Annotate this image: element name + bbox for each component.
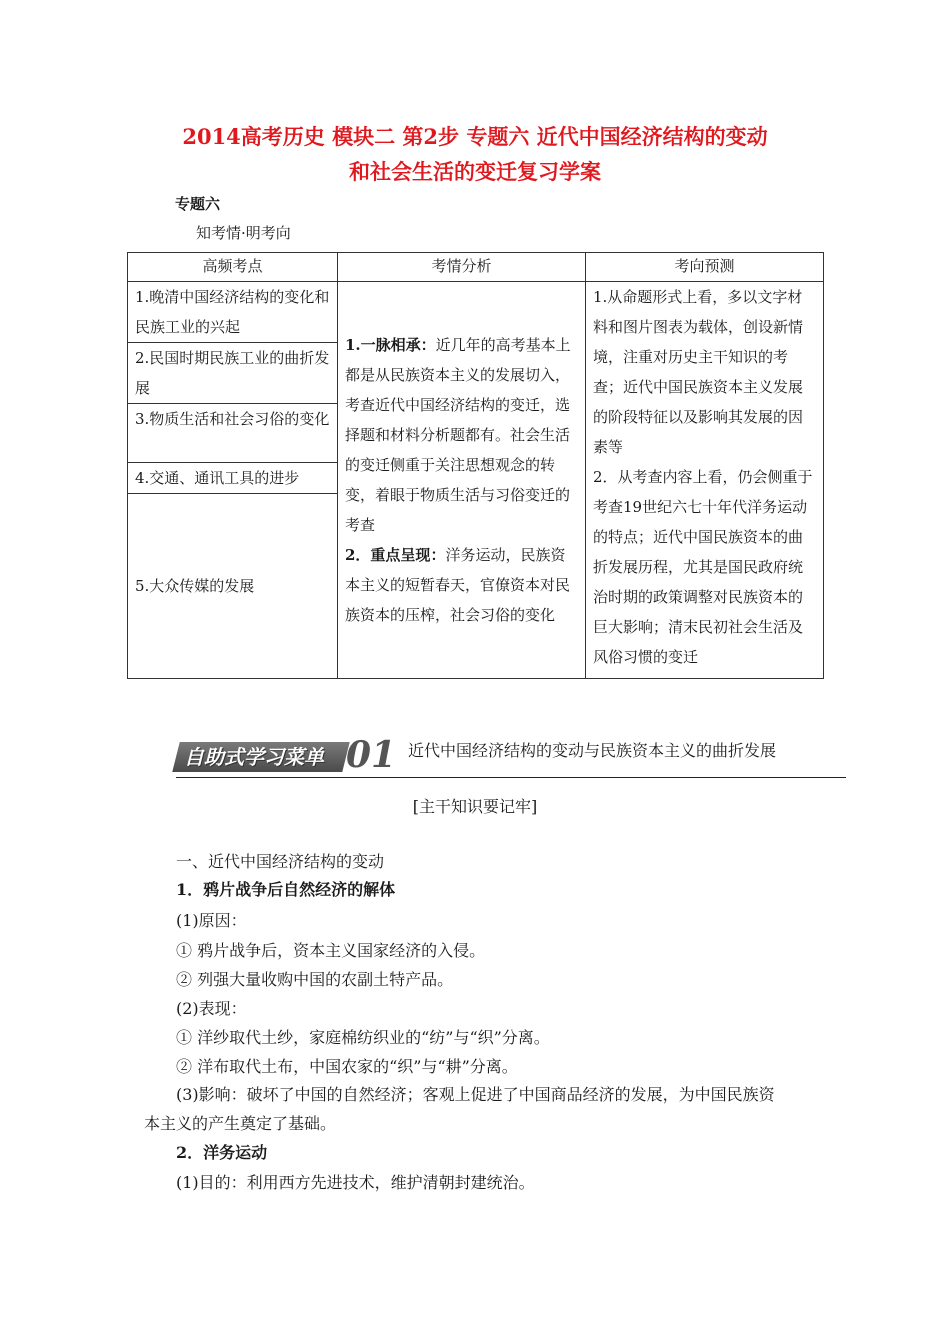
table-header-row	[128, 253, 824, 282]
section-label: 专题六	[175, 195, 221, 213]
table-header-analysis: 考情分析	[338, 253, 586, 282]
topic-cell: 3.物质生活和社会习俗的变化	[128, 404, 338, 463]
topic-cell: 5.大众传媒的发展	[128, 494, 338, 679]
content-line: 本主义的产生奠定了基础。	[144, 1114, 337, 1133]
content-line: (1)原因：	[176, 911, 247, 930]
forecast-text: 1.从命题形式上看，多以文字材料和图片图表为载体，创设新情境，注重对历史主干知识的考查；近代中国民族资本主义发展的阶段特征以及影响其发展的因素等	[593, 288, 804, 456]
topic-cell: 1.晚清中国经济结构的变化和民族工业的兴起	[128, 282, 338, 343]
banner-number: 01	[346, 734, 397, 776]
table-header-topics: 高频考点	[128, 253, 338, 282]
forecast-text: 2．从考查内容上看，仍会侧重于考查19世纪六七十年代洋务运动的特点；近代中国民族资本的曲折发展历程，尤其是国民政府统治时期的政策调整对民族资本的巨大影响；清末民初社会生活及风俗习惯的变迁	[593, 468, 813, 666]
content-line: 1．鸦片战争后自然经济的解体	[176, 880, 396, 899]
content-line: (3)影响：破坏了中国的自然经济；客观上促进了中国商品经济的发展，为中国民族资	[176, 1085, 775, 1104]
forecast-cell	[586, 282, 824, 679]
table-header-forecast: 考向预测	[586, 253, 824, 282]
exam-analysis-table	[127, 252, 824, 679]
doc-title-line2: 和社会生活的变迁复习学案	[349, 159, 601, 184]
analysis-text: 近几年的高考基本上都是从民族资本主义的发展切入，考查近代中国经济结构的变迁，选择题和材料分析题都有。社会生活的变迁侧重于关注思想观念的转变，着眼于物质生活与习俗变迁的考查	[345, 336, 571, 534]
banner-text: 自助式学习菜单	[184, 745, 324, 769]
content-line: ① 鸦片战争后，资本主义国家经济的入侵。	[176, 941, 486, 960]
sub-label: 知考情·明考向	[196, 224, 291, 242]
content-line: (1)目的：利用西方先进技术，维护清朝封建统治。	[176, 1173, 535, 1192]
analysis-heading: 2．重点呈现：	[345, 546, 446, 564]
study-menu-banner	[176, 734, 397, 778]
analysis-heading: 1.一脉相承：	[345, 336, 436, 354]
section-title: 近代中国经济结构的变动与民族资本主义的曲折发展	[408, 741, 777, 760]
topic-cell: 2.民国时期民族工业的曲折发展	[128, 343, 338, 404]
analysis-cell	[338, 282, 586, 679]
topic-cell: 4.交通、通讯工具的进步	[128, 463, 338, 494]
content-line: (2)表现：	[176, 999, 247, 1018]
divider	[176, 777, 846, 778]
content-line: ② 列强大量收购中国的农副土特产品。	[176, 970, 454, 989]
content-line: 一、近代中国经济结构的变动	[176, 852, 385, 871]
doc-title-line1: 2014高考历史 模块二 第2步 专题六 近代中国经济结构的变动	[182, 124, 768, 149]
table-row	[128, 282, 824, 343]
content-line: 2．洋务运动	[176, 1143, 268, 1162]
content-line: ② 洋布取代土布，中国农家的“织”与“耕”分离。	[176, 1057, 518, 1076]
content-line: ① 洋纱取代土纱，家庭棉纺织业的“纺”与“织”分离。	[176, 1028, 550, 1047]
content-subheading: [主干知识要记牢]	[412, 797, 538, 816]
analysis-text: 洋务运动，民族资本主义的短暂春天，官僚资本对民族资本的压榨，社会习俗的变化	[345, 546, 571, 624]
